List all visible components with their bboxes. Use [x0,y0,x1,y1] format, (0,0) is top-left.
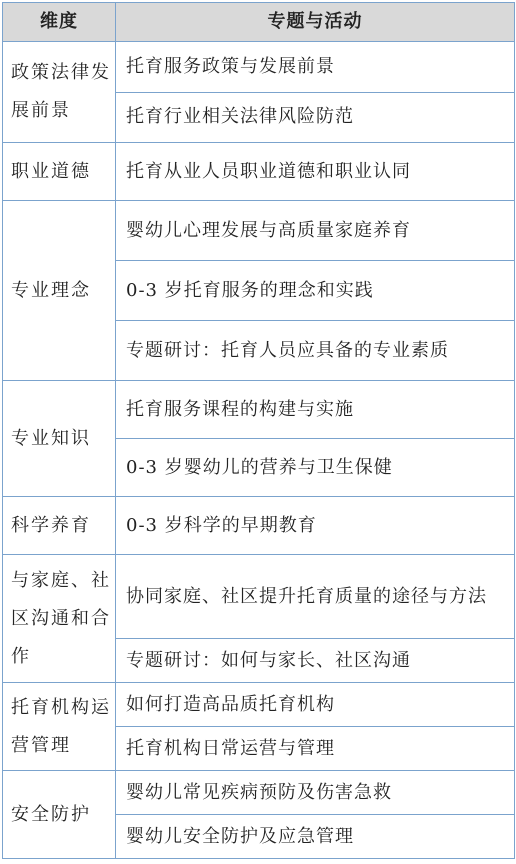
dimension-cell: 政策法律发展前景 [3,42,116,143]
dimension-cell: 科学养育 [3,497,116,555]
dimension-cell: 职业道德 [3,143,116,201]
topic-cell: 婴幼儿安全防护及应急管理 [116,815,515,859]
topic-cell: 专题研讨：托育人员应具备的专业素质 [116,321,515,381]
table-row [3,555,515,639]
curriculum-table [2,2,515,859]
table-row [3,497,515,555]
topic-cell: 托育行业相关法律风险防范 [116,92,515,143]
table-row [3,143,515,201]
table-row [3,201,515,261]
table-row [3,42,515,93]
dimension-cell: 专业知识 [3,381,116,497]
topic-cell: 如何打造高品质托育机构 [116,683,515,727]
table-row [3,771,515,815]
topic-cell: 托育服务政策与发展前景 [116,42,515,93]
table-row [3,683,515,727]
dimension-cell: 与家庭、社区沟通和合作 [3,555,116,683]
topic-cell: 0-3 岁婴幼儿的营养与卫生保健 [116,439,515,497]
topic-cell: 协同家庭、社区提升托育质量的途径与方法 [116,555,515,639]
topic-cell: 0-3 岁科学的早期教育 [116,497,515,555]
topic-cell: 0-3 岁托育服务的理念和实践 [116,261,515,321]
topic-cell: 专题研讨：如何与家长、社区沟通 [116,639,515,683]
dimension-cell: 专业理念 [3,201,116,381]
header-topic: 专题与活动 [116,3,515,42]
header-dimension: 维度 [3,3,116,42]
dimension-cell: 安全防护 [3,771,116,859]
topic-cell: 托育服务课程的构建与实施 [116,381,515,439]
dimension-cell: 托育机构运营管理 [3,683,116,771]
topic-cell: 婴幼儿常见疾病预防及伤害急救 [116,771,515,815]
topic-cell: 婴幼儿心理发展与高质量家庭养育 [116,201,515,261]
topic-cell: 托育机构日常运营与管理 [116,727,515,771]
table-header-row [3,3,515,42]
table-row [3,381,515,439]
topic-cell: 托育从业人员职业道德和职业认同 [116,143,515,201]
